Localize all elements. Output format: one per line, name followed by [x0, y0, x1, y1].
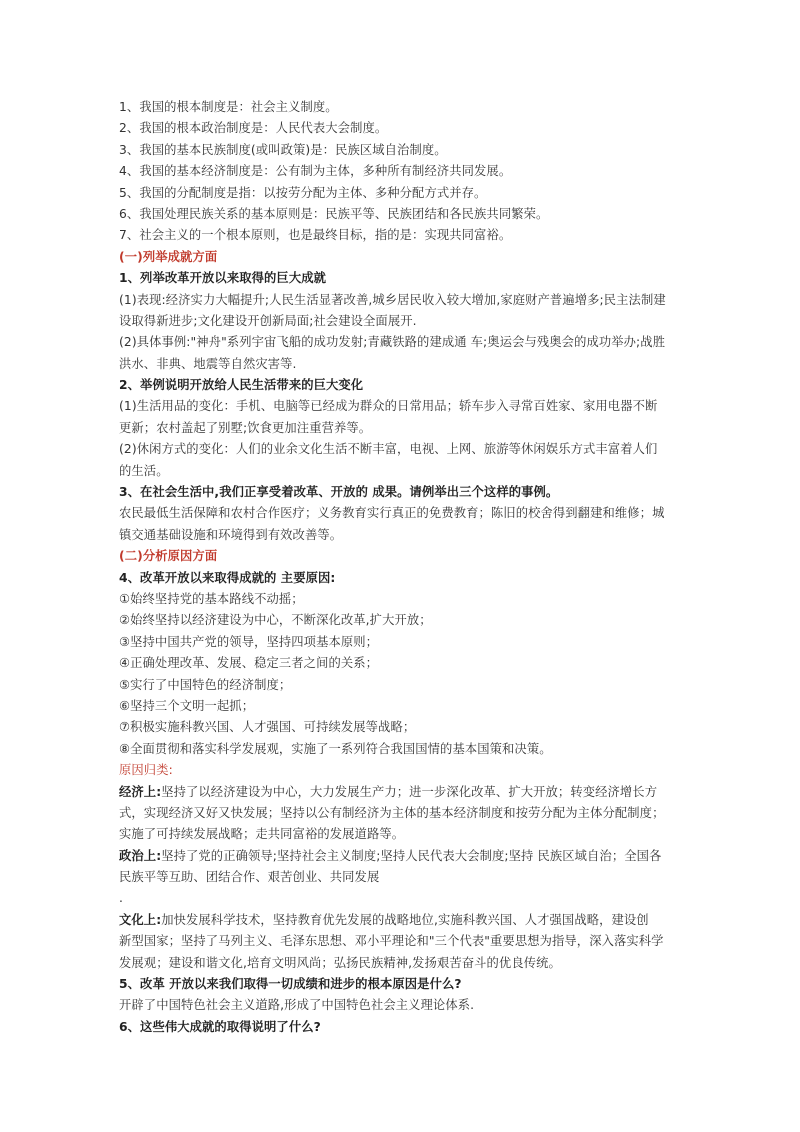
text-line: 洪水、非典、地震等自然灾害等. — [119, 356, 297, 371]
text-line — [119, 910, 687, 931]
text-line: ①始终坚持党的基本路线不动摇； — [119, 591, 304, 606]
text-line: 更新；农村盖起了别墅;饮食更加注重营养等。 — [119, 420, 372, 435]
category-label: 政治上: — [119, 848, 162, 863]
text-line: 4、改革开放以来取得成就的 主要原因: — [119, 570, 336, 585]
text-line: 5、改革 开放以来我们取得一切成绩和进步的根本原因是什么? — [119, 977, 462, 992]
text-line: ③坚持中国共产党的领导，坚持四项基本原则； — [119, 634, 379, 649]
text-line: ④正确处理改革、发展、稳定三者之间的关系； — [119, 656, 379, 671]
text-line: 的生活。 — [119, 463, 169, 478]
document-body — [119, 97, 687, 1038]
text-line: (2)休闲方式的变化：人们的业余文化生活不断丰富，电视、上网、旅游等休闲娱乐方式丰富着人们 — [119, 442, 658, 457]
text-line: . — [119, 891, 124, 906]
category-label: 经济上: — [119, 784, 162, 799]
text-line: 3、在社会生活中,我们正享受着改革、开放的 成果。请例举出三个这样的事例。 — [119, 485, 559, 500]
text-line: ⑧全面贯彻和落实科学发展观，实施了一系列符合我国国情的基本国策和决策。 — [119, 741, 552, 756]
category-text: 坚持了以经济建设为中心，大力发展生产力；进一步深化改革、扩大开放；转变经济增长方 — [161, 784, 658, 799]
text-line: 6、这些伟大成就的取得说明了什么? — [119, 1019, 321, 1034]
text-line: (2)具体事例:"神舟"系列宇宙飞船的成功发射;青藏铁路的建成通 车;奥运会与残奥会的成功举办;战胜 — [119, 335, 666, 350]
text-line: ⑤实行了中国特色的经济制度； — [119, 677, 292, 692]
text-line: (1)表现:经济实力大幅提升;人民生活显著改善,城乡居民收入较大增加,家庭财产普遍增多;民主法制建 — [119, 292, 666, 307]
text-line: 式，实现经济又好又快发展；坚持以公有制经济为主体的基本经济制度和按劳分配为主体分配制度； — [119, 805, 665, 820]
text-line: 民族平等互助、团结合作、艰苦创业、共同发展 — [119, 870, 380, 885]
text-line: ⑥坚持三个文明一起抓； — [119, 698, 255, 713]
text-line: (1)生活用品的变化：手机、电脑等已经成为群众的日常用品；轿车步入寻常百姓家、家用电器不断 — [119, 399, 658, 414]
text-line: ②始终坚持以经济建设为中心，不断深化改革,扩大开放； — [119, 613, 432, 628]
text-line: 发展观；建设和谐文化,培育文明风尚；弘扬民族精神,发扬艰苦奋斗的优良传统。 — [119, 955, 561, 970]
text-line: 7、社会主义的一个根本原则，也是最终目标，指的是：实现共同富裕。 — [119, 228, 512, 243]
text-line: 开辟了中国特色社会主义道路,形成了中国特色社会主义理论体系. — [119, 998, 475, 1013]
text-line: 实施了可持续发展战略；走共同富裕的发展道路等。 — [119, 827, 405, 842]
text-line: 2、我国的根本政治制度是：人民代表大会制度。 — [119, 121, 388, 136]
text-line: 3、我国的基本民族制度(或叫政策)是：民族区域自治制度。 — [119, 142, 447, 157]
text-line: 6、我国处理民族关系的基本原则是：民族平等、民族团结和各民族共同繁荣。 — [119, 206, 549, 221]
text-line: 5、我国的分配制度是指：以按劳分配为主体、多种分配方式并存。 — [119, 185, 487, 200]
text-line: ⑦积极实施科教兴国、人才强国、可持续发展等战略； — [119, 720, 416, 735]
text-line: 镇交通基础设施和环境得到有效改善等。 — [119, 527, 343, 542]
text-line: 原因归类: — [119, 763, 173, 778]
text-line: 2、举例说明开放给人民生活带来的巨大变化 — [119, 378, 364, 393]
text-line: 1、列举改革开放以来取得的巨大成就 — [119, 271, 327, 286]
category-text: 坚持了党的正确领导;坚持社会主义制度;坚持人民代表大会制度;坚持 民族区域自治；全国各 — [161, 848, 662, 863]
text-line: 设取得新进步;文化建设开创新局面;社会建设全面展开. — [119, 313, 417, 328]
text-line: 农民最低生活保障和农村合作医疗；义务教育实行真正的免费教育；陈旧的校舍得到翻建和维修；城 — [119, 506, 665, 521]
text-line: (一)列举成就方面 — [119, 249, 218, 264]
text-line — [119, 782, 687, 803]
text-line: 新型国家；坚持了马列主义、毛泽东思想、邓小平理论和"三个代表"重要思想为指导，深入落实科学 — [119, 934, 664, 949]
text-line — [119, 846, 687, 867]
category-text: 加快发展科学技术，坚持教育优先发展的战略地位,实施科教兴国、人才强国战略，建设创 — [161, 912, 649, 927]
text-line: 1、我国的根本制度是：社会主义制度。 — [119, 100, 338, 114]
category-label: 文化上: — [119, 912, 162, 927]
text-line: (二)分析原因方面 — [119, 549, 218, 564]
text-line: 4、我国的基本经济制度是：公有制为主体，多种所有制经济共同发展。 — [119, 164, 512, 179]
